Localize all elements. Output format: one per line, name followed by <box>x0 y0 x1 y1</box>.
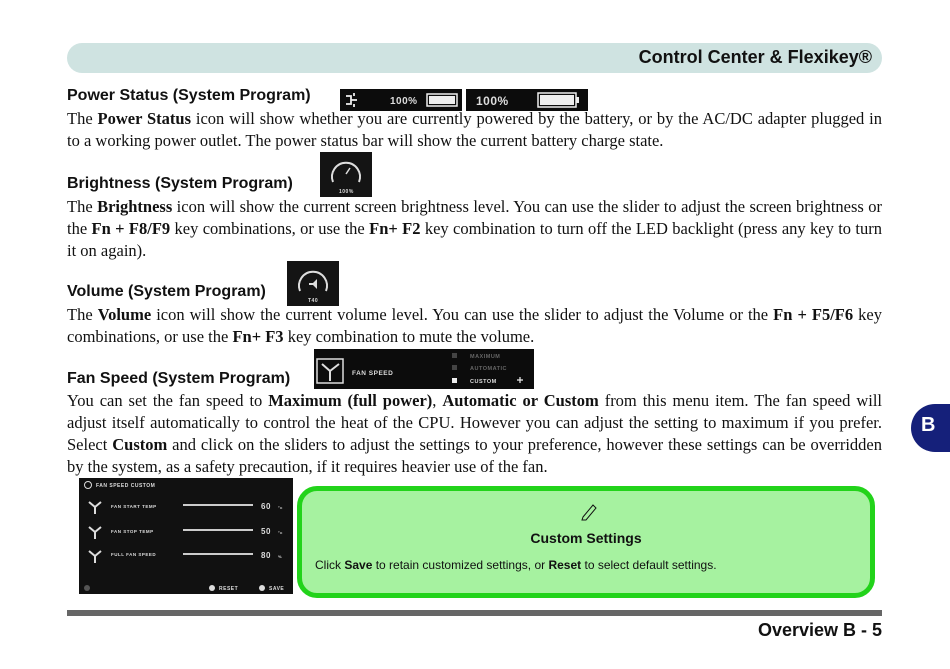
fan-speed-icon <box>314 349 534 389</box>
speaker-icon <box>309 279 317 289</box>
fan-icon <box>89 502 101 514</box>
note-text: Click Save to retain customized settings, or Reset to select default settings. <box>315 558 717 572</box>
custom-settings-note <box>297 486 875 598</box>
fan-speed-heading: Fan Speed (System Program) <box>67 370 291 387</box>
fan-start-temp-slider <box>183 504 253 506</box>
fan-stop-temp-slider <box>183 529 253 531</box>
fan-stop-temp-value: 50 <box>261 527 271 536</box>
fan-panel-save: SAVE <box>269 586 285 592</box>
header-bar <box>67 43 882 73</box>
fan-start-temp-value: 60 <box>261 502 271 511</box>
power-status-paragraph: The Power Status icon will show whether you are currently powered by the battery, or by the AC/DC adapter plugged in to a working power outlet. The power status bar will show the current battery charge state. <box>67 109 882 150</box>
pencil-icon <box>579 501 599 521</box>
page-footer: Overview B - 5 <box>757 620 882 640</box>
fan-speed-label: FAN SPEED <box>352 370 394 377</box>
power-battery-percent: 100% <box>476 94 509 108</box>
fan-option-automatic: AUTOMATIC <box>470 366 507 372</box>
fan-icon <box>89 527 101 539</box>
note-title: Custom Settings <box>530 530 642 546</box>
power-status-heading: Power Status (System Program) <box>67 87 311 104</box>
volume-paragraph: The Volume icon will show the current volume level. You can use the slider to adjust the Volume or the Fn + F5/F6 key combinations, or use the Fn+ F3 key combination to mute the volume. <box>67 305 882 346</box>
fan-panel-title: FAN SPEED CUSTOM <box>96 483 156 489</box>
brightness-heading: Brightness (System Program) <box>67 175 293 192</box>
appendix-tab <box>911 404 950 452</box>
fan-panel-reset: RESET <box>219 586 239 592</box>
appendix-letter: B <box>921 414 936 436</box>
fan-start-temp-unit: °c <box>278 505 283 510</box>
full-fan-speed-unit: % <box>278 554 283 559</box>
fan-icon <box>89 551 101 563</box>
footer-rule <box>67 610 882 616</box>
full-fan-speed-slider <box>183 553 253 555</box>
fan-speed-custom-panel <box>79 478 293 594</box>
fan-speed-paragraph: You can set the fan speed to Maximum (full power), Automatic or Custom from this menu item. The fan speed will adjust itself automatically to control the heat of the CPU. However you can adjust the setting to maximum if you prefer. Select Custom and click on the sliders to adjust the settings to your preference, however these settings can be overridden by the system, as a safety precaution, if it requires heavier use of the fan. <box>67 391 882 476</box>
fan-icon <box>322 364 339 381</box>
fan-option-maximum: MAXIMUM <box>470 354 501 360</box>
volume-icon <box>287 261 339 306</box>
page-header-title: Control Center & Flexikey® <box>638 47 872 67</box>
volume-heading: Volume (System Program) <box>67 283 266 300</box>
full-fan-speed-value: 80 <box>261 551 271 560</box>
fan-stop-temp-label: FAN STOP TEMP <box>111 529 154 534</box>
brightness-icon <box>320 152 372 197</box>
full-fan-speed-label: FULL FAN SPEED <box>111 552 157 557</box>
fan-stop-temp-unit: °c <box>278 530 283 535</box>
brightness-paragraph: The Brightness icon will show the current screen brightness level. You can use the slider to adjust the screen brightness or the Fn + F8/F9 key combinations, or use the Fn+ F2 key combination to turn off the LED backlight (press any key to turn it on again). <box>67 197 883 260</box>
fan-start-temp-label: FAN START TEMP <box>111 504 157 509</box>
fan-option-custom: CUSTOM <box>470 379 497 385</box>
volume-level: T40 <box>308 298 319 304</box>
power-ac-percent: 100% <box>390 96 418 107</box>
brightness-level: 100% <box>339 189 354 195</box>
